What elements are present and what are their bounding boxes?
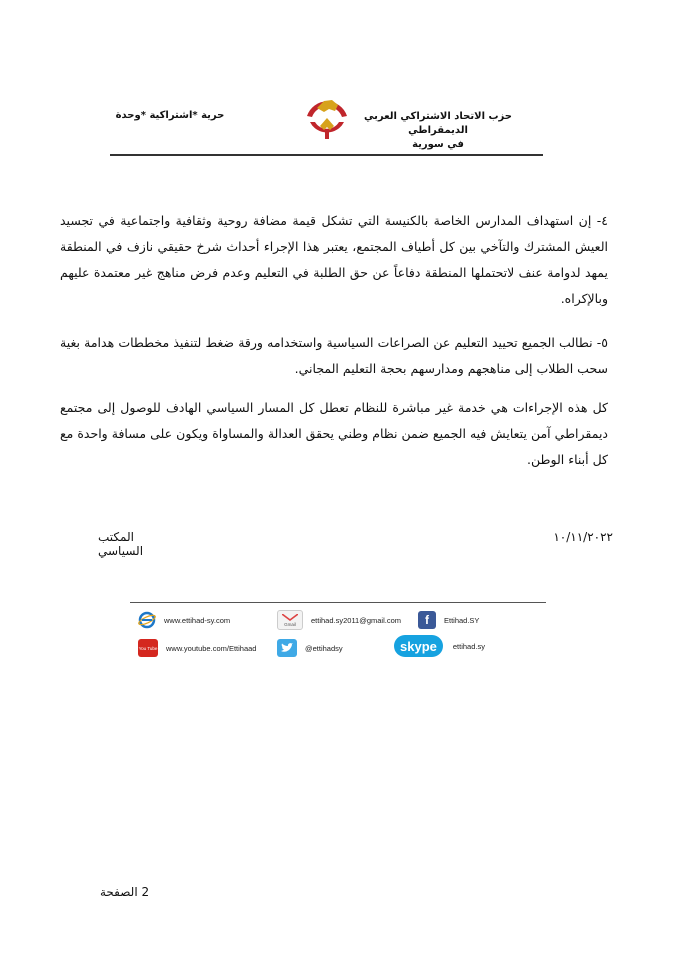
youtube-icon: You Tube: [138, 639, 158, 657]
website-contact[interactable]: [138, 609, 230, 631]
skype-text: ettihad.sy: [452, 641, 485, 651]
twitter-text: @ettihadsy: [305, 643, 343, 653]
facebook-text: Ettihad.SY: [444, 615, 480, 625]
signature-bureau: المكتب السياسي: [98, 530, 144, 558]
party-logo-icon: [302, 92, 352, 148]
document-date: ١٠/١١/٢٠٢٢: [553, 530, 613, 544]
party-name-line1: حزب الاتحاد الاشتراكي العربي الديمقراطي: [364, 111, 512, 136]
paragraph-5: ٥- نطالب الجميع تحييد التعليم عن الصراعات السياسية واستخدامه ورقة ضغط لتنفيذ مخططات هدامة بغية سحب الطلاب إلى مناهجهم ومدارسهم بحجة التعليم المجاني.: [60, 335, 608, 376]
party-name-line2: في سورية: [412, 139, 464, 150]
skype-icon: skype: [394, 635, 443, 657]
footer-divider: [130, 602, 546, 603]
paragraph-conclusion: كل هذه الإجراءات هي خدمة غير مباشرة للنظام تعطل كل المسار السياسي الهادف للوصول إلى مجتمع ديمقراطي آمن يتعايش فيه الجميع ضمن نظام وطني يحقق العدالة والمساواة ويكون على مسافة واحدة مع كل أبناء الوطن.: [60, 400, 608, 467]
skype-contact[interactable]: [394, 635, 485, 657]
paragraph-4: ٤- إن استهداف المدارس الخاصة بالكنيسة التي تشكل قيمة مضافة روحية وثقافية واجتماعية في تجسيد العيش المشترك والتآخي بين كل أطياف المجتمع، يعتبر هذا الإجراء أحداث شرخ حقيقي نازف في المنطقة يمهد لدوامة عنف لاتحتملها المنطقة دفاعاً عن حق الطلبة في التعليم وعدم فرض مناهج غير معتمدة عليهم وبالإكراه.: [60, 213, 608, 306]
facebook-contact[interactable]: [418, 609, 479, 631]
youtube-text: www.youtube.com/Ettihaad: [166, 643, 257, 653]
email-contact[interactable]: [277, 609, 401, 631]
party-name: [338, 110, 538, 152]
twitter-contact[interactable]: [277, 637, 343, 659]
internet-explorer-icon: [138, 611, 156, 629]
email-text: ettihad.sy2011@gmail.com: [311, 615, 402, 625]
party-slogan: حرية *اشتراكية *وحدة: [115, 110, 225, 121]
page-number: 2 الصفحة: [100, 885, 150, 899]
website-text: www.ettihad-sy.com: [164, 615, 231, 625]
facebook-icon: f: [418, 611, 436, 629]
header-divider: [110, 154, 543, 156]
twitter-icon: [277, 639, 297, 657]
youtube-contact[interactable]: [138, 637, 256, 659]
gmail-icon: Gmail: [277, 610, 303, 630]
